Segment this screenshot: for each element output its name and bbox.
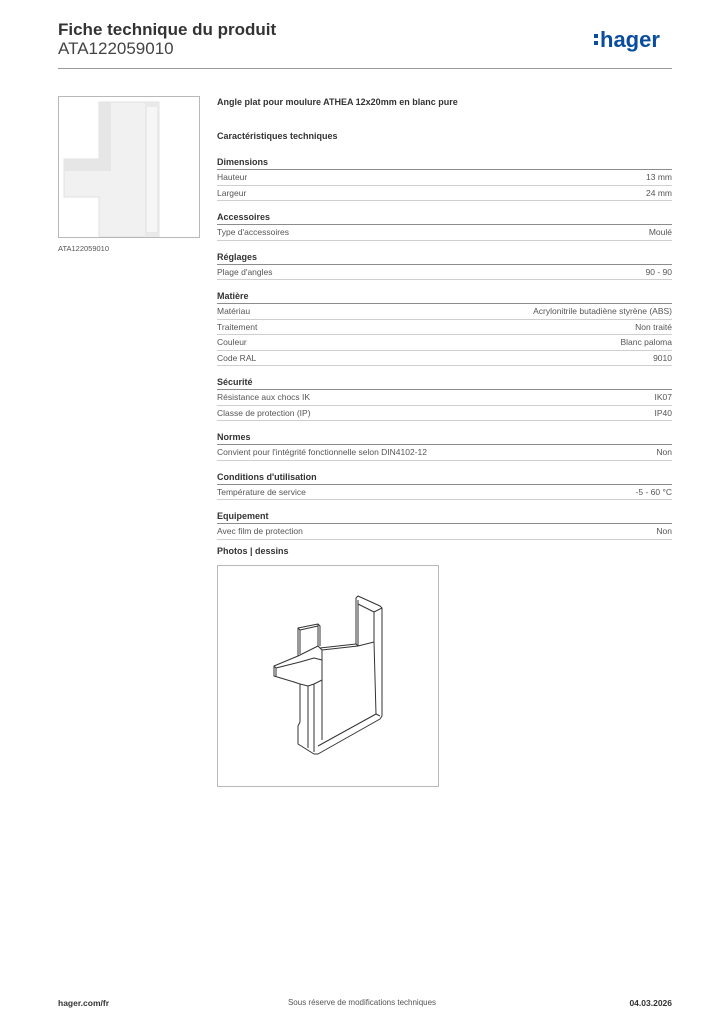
product-thumbnail-image: [59, 97, 199, 237]
spec-value: Acrylonitrile butadiène styrène (ABS): [533, 306, 672, 316]
spec-label: Largeur: [217, 187, 247, 198]
logo-dot-bottom: [594, 41, 598, 45]
spec-value: Non: [656, 447, 672, 457]
photos-heading: Photos | dessins: [217, 546, 289, 556]
specs-heading: Caractéristiques techniques: [217, 131, 338, 141]
spec-row: [217, 406, 672, 422]
spec-label: Convient pour l'intégrité fonctionnelle selon DIN4102-12: [217, 447, 428, 457]
spec-label: Traitement: [217, 321, 258, 332]
spec-section-title: Dimensions: [217, 155, 672, 170]
spec-row: [217, 304, 672, 320]
hager-logo: [593, 28, 675, 54]
spec-row: [217, 351, 672, 367]
spec-value: IK07: [654, 392, 672, 402]
spec-row: [217, 524, 672, 540]
spec-value: -5 - 60 °C: [635, 486, 672, 497]
spec-section-title: Conditions d'utilisation: [217, 470, 672, 485]
spec-section-title: Matière: [217, 289, 672, 304]
product-description: Angle plat pour moulure ATHEA 12x20mm en blanc pure: [217, 97, 458, 107]
spec-section: [217, 375, 672, 421]
product-reference: ATA122059010: [58, 39, 174, 58]
spec-row: [217, 170, 672, 186]
page-title: Fiche technique du produit: [58, 20, 277, 39]
spec-row: [217, 485, 672, 501]
spec-row: [217, 335, 672, 351]
spec-section: [217, 470, 672, 501]
footer-date: 04.03.2026: [629, 998, 672, 1008]
spec-row: [217, 265, 672, 281]
spec-label: Hauteur: [217, 172, 248, 182]
spec-label: Type d'accessoires: [217, 227, 290, 237]
product-thumbnail: [58, 96, 200, 238]
spec-label: Classe de protection (IP): [217, 407, 311, 418]
spec-label: Matériau: [217, 306, 251, 316]
spec-section: [217, 250, 672, 281]
spec-value: 24 mm: [646, 187, 672, 198]
spec-label: Température de service: [217, 486, 306, 497]
spec-row: [217, 225, 672, 241]
spec-value: Non: [656, 526, 672, 536]
spec-label: Code RAL: [217, 352, 257, 363]
spec-value: IP40: [654, 407, 672, 418]
spec-label: Avec film de protection: [217, 526, 303, 536]
spec-section-title: Normes: [217, 430, 672, 445]
spec-section: [217, 155, 672, 201]
spec-section: [217, 210, 672, 241]
spec-value: Non traité: [635, 321, 672, 332]
spec-section: [217, 289, 672, 366]
spec-section: [217, 509, 672, 540]
footer-website[interactable]: hager.com/fr: [58, 998, 110, 1008]
spec-value: 9010: [653, 352, 672, 363]
spec-label: Couleur: [217, 337, 247, 347]
spec-section-title: Réglages: [217, 250, 672, 265]
spec-value: Moulé: [648, 227, 672, 237]
spec-section-title: Accessoires: [217, 210, 672, 225]
spec-value: Blanc paloma: [620, 337, 672, 347]
spec-section-title: Sécurité: [217, 375, 672, 390]
footer-disclaimer: Sous réserve de modifications techniques: [287, 998, 437, 1007]
spec-label: Résistance aux chocs IK: [217, 392, 311, 402]
product-drawing-image: [218, 566, 438, 786]
spec-section-title: Equipement: [217, 509, 672, 524]
spec-row: [217, 320, 672, 336]
product-drawing: [217, 565, 439, 787]
logo-dot-top: [594, 34, 598, 38]
header-divider: [58, 68, 672, 69]
thumbnail-caption: ATA122059010: [58, 244, 110, 253]
specs-table: [217, 155, 672, 540]
spec-label: Plage d'angles: [217, 266, 273, 277]
spec-value: 90 - 90: [645, 266, 672, 277]
spec-value: 13 mm: [646, 172, 672, 182]
spec-section: [217, 430, 672, 461]
spec-row: [217, 445, 672, 461]
spec-row: [217, 186, 672, 202]
spec-row: [217, 390, 672, 406]
logo-text: hager: [600, 28, 660, 52]
